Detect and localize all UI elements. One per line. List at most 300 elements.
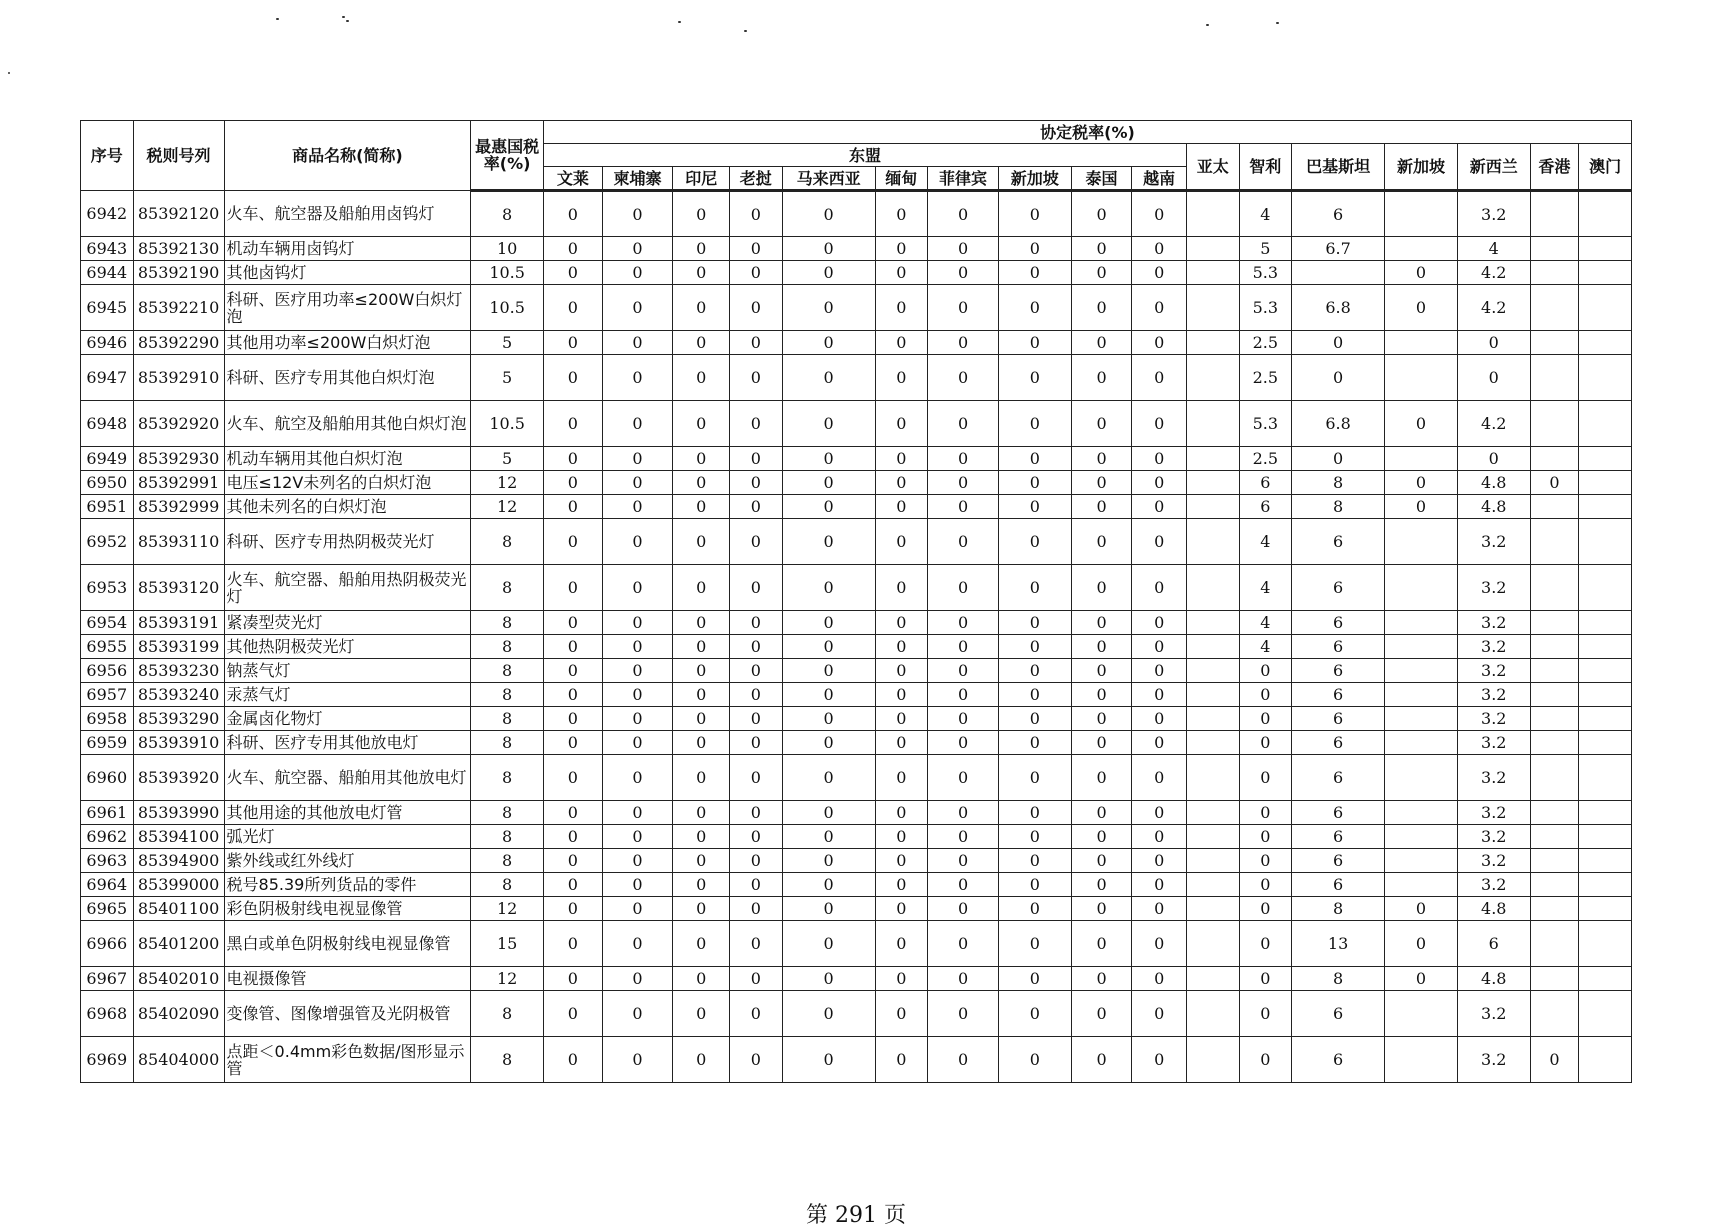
table-row (81, 471, 1632, 495)
row-apta-rate (1186, 967, 1239, 991)
row-chile-rate: 0 (1239, 801, 1292, 825)
row-seq: 6957 (81, 683, 134, 707)
row-asean-rate: 0 (673, 967, 730, 991)
row-asean-rate: 0 (602, 191, 673, 237)
row-asean-rate: 0 (875, 237, 928, 261)
row-asean-rate: 0 (875, 471, 928, 495)
row-asean-rate: 0 (1132, 801, 1187, 825)
row-asean-rate: 0 (998, 825, 1071, 849)
header-asean-malaysia: 马来西亚 (782, 167, 875, 191)
row-asean-rate: 0 (928, 285, 999, 331)
row-chile-rate: 4 (1239, 519, 1292, 565)
row-asean-rate: 0 (875, 991, 928, 1037)
row-singapore-rate (1385, 991, 1458, 1037)
row-chile-rate: 2.5 (1239, 331, 1292, 355)
row-pakistan-rate: 0 (1292, 447, 1385, 471)
row-product-name: 黑白或单色阴极射线电视显像管 (224, 921, 471, 967)
row-apta-rate (1186, 565, 1239, 611)
row-asean-rate: 0 (928, 331, 999, 355)
row-asean-rate: 0 (544, 921, 603, 967)
row-asean-rate: 0 (928, 897, 999, 921)
row-asean-rate: 0 (1132, 683, 1187, 707)
row-asean-rate: 0 (928, 635, 999, 659)
row-seq: 6961 (81, 801, 134, 825)
row-asean-rate: 0 (1132, 921, 1187, 967)
row-macau-rate (1579, 611, 1632, 635)
row-pakistan-rate: 6.8 (1292, 285, 1385, 331)
row-new-zealand-rate: 3.2 (1457, 849, 1530, 873)
row-asean-rate: 0 (875, 331, 928, 355)
row-macau-rate (1579, 401, 1632, 447)
row-asean-rate: 0 (875, 731, 928, 755)
row-pakistan-rate: 0 (1292, 355, 1385, 401)
row-asean-rate: 0 (998, 285, 1071, 331)
row-chile-rate: 0 (1239, 683, 1292, 707)
header-asean-laos: 老挝 (730, 167, 783, 191)
row-tariff-code: 85393290 (133, 707, 224, 731)
row-asean-rate: 0 (730, 1037, 783, 1083)
row-new-zealand-rate: 4.8 (1457, 495, 1530, 519)
row-macau-rate (1579, 565, 1632, 611)
row-pakistan-rate: 6 (1292, 849, 1385, 873)
row-apta-rate (1186, 191, 1239, 237)
row-asean-rate: 0 (602, 921, 673, 967)
row-pakistan-rate: 6 (1292, 873, 1385, 897)
row-asean-rate: 0 (673, 285, 730, 331)
row-mfn-rate: 5 (471, 355, 544, 401)
page-number: 第 291 页 (806, 1203, 906, 1228)
row-asean-rate: 0 (998, 191, 1071, 237)
row-asean-rate: 0 (673, 731, 730, 755)
row-seq: 6960 (81, 755, 134, 801)
row-new-zealand-rate: 3.2 (1457, 731, 1530, 755)
row-new-zealand-rate: 0 (1457, 331, 1530, 355)
row-asean-rate: 0 (602, 801, 673, 825)
row-asean-rate: 0 (782, 659, 875, 683)
row-asean-rate: 0 (730, 659, 783, 683)
row-asean-rate: 0 (544, 659, 603, 683)
row-asean-rate: 0 (998, 565, 1071, 611)
row-asean-rate: 0 (730, 755, 783, 801)
header-asean-thailand: 泰国 (1071, 167, 1132, 191)
row-asean-rate: 0 (928, 401, 999, 447)
row-asean-rate: 0 (1132, 731, 1187, 755)
table-row (81, 261, 1632, 285)
row-chile-rate: 4 (1239, 611, 1292, 635)
row-macau-rate (1579, 659, 1632, 683)
row-product-name: 其他用途的其他放电灯管 (224, 801, 471, 825)
row-asean-rate: 0 (928, 261, 999, 285)
row-asean-rate: 0 (1071, 285, 1132, 331)
row-asean-rate: 0 (730, 707, 783, 731)
row-seq: 6954 (81, 611, 134, 635)
row-mfn-rate: 12 (471, 967, 544, 991)
row-chile-rate: 0 (1239, 849, 1292, 873)
row-asean-rate: 0 (730, 447, 783, 471)
row-asean-rate: 0 (602, 401, 673, 447)
row-macau-rate (1579, 355, 1632, 401)
row-hong-kong-rate (1530, 191, 1579, 237)
row-singapore-rate: 0 (1385, 471, 1458, 495)
row-tariff-code: 85392930 (133, 447, 224, 471)
row-product-name: 火车、航空及船舶用其他白炽灯泡 (224, 401, 471, 447)
row-asean-rate: 0 (602, 565, 673, 611)
row-asean-rate: 0 (928, 683, 999, 707)
row-asean-rate: 0 (782, 519, 875, 565)
row-asean-rate: 0 (782, 921, 875, 967)
row-asean-rate: 0 (602, 635, 673, 659)
row-mfn-rate: 8 (471, 801, 544, 825)
row-asean-rate: 0 (928, 731, 999, 755)
row-chile-rate: 0 (1239, 991, 1292, 1037)
row-asean-rate: 0 (730, 825, 783, 849)
row-tariff-code: 85393920 (133, 755, 224, 801)
row-asean-rate: 0 (730, 897, 783, 921)
row-chile-rate: 0 (1239, 755, 1292, 801)
row-hong-kong-rate (1530, 447, 1579, 471)
row-asean-rate: 0 (1132, 755, 1187, 801)
row-asean-rate: 0 (673, 707, 730, 731)
row-chile-rate: 5 (1239, 237, 1292, 261)
row-macau-rate (1579, 873, 1632, 897)
table-row (81, 237, 1632, 261)
row-tariff-code: 85401200 (133, 921, 224, 967)
row-chile-rate: 0 (1239, 1037, 1292, 1083)
row-chile-rate: 2.5 (1239, 355, 1292, 401)
row-singapore-rate (1385, 731, 1458, 755)
row-asean-rate: 0 (782, 897, 875, 921)
row-asean-rate: 0 (730, 495, 783, 519)
row-asean-rate: 0 (602, 707, 673, 731)
row-asean-rate: 0 (1071, 683, 1132, 707)
table-row (81, 285, 1632, 331)
row-new-zealand-rate: 4.8 (1457, 967, 1530, 991)
row-hong-kong-rate (1530, 401, 1579, 447)
row-mfn-rate: 10.5 (471, 261, 544, 285)
row-pakistan-rate: 6.7 (1292, 237, 1385, 261)
row-asean-rate: 0 (782, 873, 875, 897)
row-asean-rate: 0 (928, 447, 999, 471)
header-pakistan: 巴基斯坦 (1292, 144, 1385, 191)
row-asean-rate: 0 (928, 921, 999, 967)
row-asean-rate: 0 (602, 991, 673, 1037)
row-product-name: 其他用功率≤200W白炽灯泡 (224, 331, 471, 355)
row-asean-rate: 0 (673, 191, 730, 237)
row-asean-rate: 0 (544, 495, 603, 519)
row-asean-rate: 0 (1132, 285, 1187, 331)
row-asean-rate: 0 (1071, 565, 1132, 611)
row-mfn-rate: 8 (471, 755, 544, 801)
row-asean-rate: 0 (730, 191, 783, 237)
row-asean-rate: 0 (673, 355, 730, 401)
row-macau-rate (1579, 635, 1632, 659)
row-seq: 6949 (81, 447, 134, 471)
row-asean-rate: 0 (782, 401, 875, 447)
table-row (81, 683, 1632, 707)
row-asean-rate: 0 (875, 801, 928, 825)
header-asean-vietnam: 越南 (1132, 167, 1187, 191)
row-asean-rate: 0 (730, 285, 783, 331)
row-apta-rate (1186, 611, 1239, 635)
row-asean-rate: 0 (1071, 849, 1132, 873)
row-asean-rate: 0 (928, 825, 999, 849)
row-pakistan-rate: 6 (1292, 1037, 1385, 1083)
row-asean-rate: 0 (544, 731, 603, 755)
row-asean-rate: 0 (602, 825, 673, 849)
row-asean-rate: 0 (782, 707, 875, 731)
row-asean-rate: 0 (673, 237, 730, 261)
row-pakistan-rate: 6 (1292, 683, 1385, 707)
row-macau-rate (1579, 991, 1632, 1037)
row-asean-rate: 0 (602, 967, 673, 991)
row-mfn-rate: 8 (471, 683, 544, 707)
row-asean-rate: 0 (1132, 849, 1187, 873)
row-asean-rate: 0 (1132, 331, 1187, 355)
row-asean-rate: 0 (544, 355, 603, 401)
row-hong-kong-rate: 0 (1530, 471, 1579, 495)
header-asean-philippines: 菲律宾 (928, 167, 999, 191)
row-hong-kong-rate (1530, 659, 1579, 683)
row-asean-rate: 0 (1132, 707, 1187, 731)
row-pakistan-rate: 0 (1292, 331, 1385, 355)
row-hong-kong-rate (1530, 355, 1579, 401)
row-asean-rate: 0 (602, 659, 673, 683)
row-apta-rate (1186, 1037, 1239, 1083)
row-apta-rate (1186, 707, 1239, 731)
row-product-name: 弧光灯 (224, 825, 471, 849)
row-asean-rate: 0 (875, 873, 928, 897)
row-asean-rate: 0 (998, 849, 1071, 873)
row-asean-rate: 0 (730, 635, 783, 659)
row-macau-rate (1579, 519, 1632, 565)
row-asean-rate: 0 (782, 565, 875, 611)
row-asean-rate: 0 (875, 849, 928, 873)
row-asean-rate: 0 (730, 355, 783, 401)
row-asean-rate: 0 (673, 495, 730, 519)
row-asean-rate: 0 (928, 565, 999, 611)
row-pakistan-rate (1292, 261, 1385, 285)
row-product-name: 钠蒸气灯 (224, 659, 471, 683)
row-asean-rate: 0 (1071, 801, 1132, 825)
row-singapore-rate (1385, 1037, 1458, 1083)
row-chile-rate: 5.3 (1239, 261, 1292, 285)
row-hong-kong-rate (1530, 611, 1579, 635)
row-new-zealand-rate: 3.2 (1457, 707, 1530, 731)
row-macau-rate (1579, 447, 1632, 471)
header-asean-indonesia: 印尼 (673, 167, 730, 191)
row-asean-rate: 0 (875, 755, 928, 801)
row-asean-rate: 0 (998, 611, 1071, 635)
table-row (81, 191, 1632, 237)
row-singapore-rate (1385, 565, 1458, 611)
row-asean-rate: 0 (782, 849, 875, 873)
row-product-name: 电视摄像管 (224, 967, 471, 991)
row-asean-rate: 0 (875, 565, 928, 611)
row-asean-rate: 0 (544, 755, 603, 801)
row-chile-rate: 0 (1239, 825, 1292, 849)
row-chile-rate: 4 (1239, 635, 1292, 659)
row-asean-rate: 0 (875, 897, 928, 921)
row-asean-rate: 0 (544, 331, 603, 355)
table-row (81, 495, 1632, 519)
row-tariff-code: 85401100 (133, 897, 224, 921)
row-hong-kong-rate (1530, 967, 1579, 991)
row-macau-rate (1579, 471, 1632, 495)
header-singapore: 新加坡 (1385, 144, 1458, 191)
row-tariff-code: 85394900 (133, 849, 224, 873)
row-asean-rate: 0 (875, 611, 928, 635)
row-apta-rate (1186, 261, 1239, 285)
row-asean-rate: 0 (673, 755, 730, 801)
row-asean-rate: 0 (673, 635, 730, 659)
row-apta-rate (1186, 897, 1239, 921)
row-asean-rate: 0 (928, 801, 999, 825)
row-asean-rate: 0 (544, 237, 603, 261)
row-singapore-rate (1385, 331, 1458, 355)
row-mfn-rate: 8 (471, 825, 544, 849)
row-mfn-rate: 8 (471, 707, 544, 731)
row-singapore-rate: 0 (1385, 285, 1458, 331)
row-asean-rate: 0 (998, 683, 1071, 707)
row-new-zealand-rate: 0 (1457, 355, 1530, 401)
row-tariff-code: 85392120 (133, 191, 224, 237)
row-asean-rate: 0 (928, 471, 999, 495)
row-product-name: 点距＜0.4mm彩色数据/图形显示管 (224, 1037, 471, 1083)
row-macau-rate (1579, 967, 1632, 991)
row-asean-rate: 0 (602, 447, 673, 471)
row-hong-kong-rate (1530, 285, 1579, 331)
row-tariff-code: 85392130 (133, 237, 224, 261)
row-singapore-rate: 0 (1385, 495, 1458, 519)
row-apta-rate (1186, 683, 1239, 707)
row-asean-rate: 0 (875, 1037, 928, 1083)
row-asean-rate: 0 (928, 849, 999, 873)
row-asean-rate: 0 (730, 991, 783, 1037)
row-product-name: 电压≤12V未列名的白炽灯泡 (224, 471, 471, 495)
row-apta-rate (1186, 447, 1239, 471)
row-chile-rate: 0 (1239, 659, 1292, 683)
row-mfn-rate: 8 (471, 611, 544, 635)
row-asean-rate: 0 (782, 991, 875, 1037)
row-hong-kong-rate (1530, 237, 1579, 261)
row-asean-rate: 0 (1071, 967, 1132, 991)
row-singapore-rate (1385, 849, 1458, 873)
row-chile-rate: 6 (1239, 495, 1292, 519)
row-mfn-rate: 8 (471, 1037, 544, 1083)
row-asean-rate: 0 (1132, 873, 1187, 897)
row-asean-rate: 0 (928, 495, 999, 519)
row-asean-rate: 0 (875, 285, 928, 331)
row-seq: 6963 (81, 849, 134, 873)
row-apta-rate (1186, 519, 1239, 565)
row-pakistan-rate: 6 (1292, 755, 1385, 801)
row-chile-rate: 5.3 (1239, 401, 1292, 447)
row-pakistan-rate: 8 (1292, 471, 1385, 495)
row-tariff-code: 85393910 (133, 731, 224, 755)
row-asean-rate: 0 (928, 755, 999, 801)
row-asean-rate: 0 (544, 285, 603, 331)
row-seq: 6956 (81, 659, 134, 683)
row-asean-rate: 0 (673, 659, 730, 683)
row-apta-rate (1186, 825, 1239, 849)
row-asean-rate: 0 (673, 519, 730, 565)
table-row (81, 755, 1632, 801)
row-mfn-rate: 8 (471, 565, 544, 611)
row-seq: 6952 (81, 519, 134, 565)
row-mfn-rate: 10.5 (471, 401, 544, 447)
row-asean-rate: 0 (730, 683, 783, 707)
row-product-name: 彩色阴极射线电视显像管 (224, 897, 471, 921)
row-asean-rate: 0 (998, 447, 1071, 471)
row-asean-rate: 0 (730, 331, 783, 355)
row-macau-rate (1579, 731, 1632, 755)
row-macau-rate (1579, 261, 1632, 285)
table-row (81, 519, 1632, 565)
row-apta-rate (1186, 921, 1239, 967)
row-new-zealand-rate: 3.2 (1457, 991, 1530, 1037)
row-chile-rate: 0 (1239, 967, 1292, 991)
row-pakistan-rate: 8 (1292, 495, 1385, 519)
row-mfn-rate: 8 (471, 191, 544, 237)
row-asean-rate: 0 (673, 611, 730, 635)
row-seq: 6945 (81, 285, 134, 331)
row-asean-rate: 0 (1071, 897, 1132, 921)
row-product-name: 汞蒸气灯 (224, 683, 471, 707)
row-asean-rate: 0 (1071, 331, 1132, 355)
row-macau-rate (1579, 495, 1632, 519)
row-mfn-rate: 8 (471, 635, 544, 659)
row-asean-rate: 0 (673, 683, 730, 707)
row-product-name: 科研、医疗专用其他放电灯 (224, 731, 471, 755)
row-singapore-rate (1385, 683, 1458, 707)
row-new-zealand-rate: 4.2 (1457, 261, 1530, 285)
row-asean-rate: 0 (1071, 755, 1132, 801)
row-asean-rate: 0 (1132, 447, 1187, 471)
row-seq: 6953 (81, 565, 134, 611)
row-seq: 6965 (81, 897, 134, 921)
row-asean-rate: 0 (782, 331, 875, 355)
row-apta-rate (1186, 755, 1239, 801)
row-pakistan-rate: 8 (1292, 967, 1385, 991)
header-hong-kong: 香港 (1530, 144, 1579, 191)
row-macau-rate (1579, 801, 1632, 825)
row-asean-rate: 0 (602, 355, 673, 401)
row-asean-rate: 0 (602, 519, 673, 565)
row-asean-rate: 0 (782, 825, 875, 849)
row-asean-rate: 0 (544, 447, 603, 471)
row-asean-rate: 0 (1132, 471, 1187, 495)
row-chile-rate: 6 (1239, 471, 1292, 495)
row-singapore-rate (1385, 873, 1458, 897)
row-asean-rate: 0 (673, 825, 730, 849)
row-mfn-rate: 10 (471, 237, 544, 261)
row-asean-rate: 0 (544, 873, 603, 897)
row-hong-kong-rate (1530, 849, 1579, 873)
row-asean-rate: 0 (875, 495, 928, 519)
row-asean-rate: 0 (602, 331, 673, 355)
row-asean-rate: 0 (782, 191, 875, 237)
row-asean-rate: 0 (1071, 731, 1132, 755)
row-asean-rate: 0 (875, 635, 928, 659)
row-asean-rate: 0 (673, 401, 730, 447)
row-asean-rate: 0 (544, 611, 603, 635)
row-new-zealand-rate: 3.2 (1457, 873, 1530, 897)
row-asean-rate: 0 (928, 191, 999, 237)
row-asean-rate: 0 (998, 897, 1071, 921)
row-hong-kong-rate (1530, 731, 1579, 755)
row-seq: 6967 (81, 967, 134, 991)
row-asean-rate: 0 (602, 897, 673, 921)
